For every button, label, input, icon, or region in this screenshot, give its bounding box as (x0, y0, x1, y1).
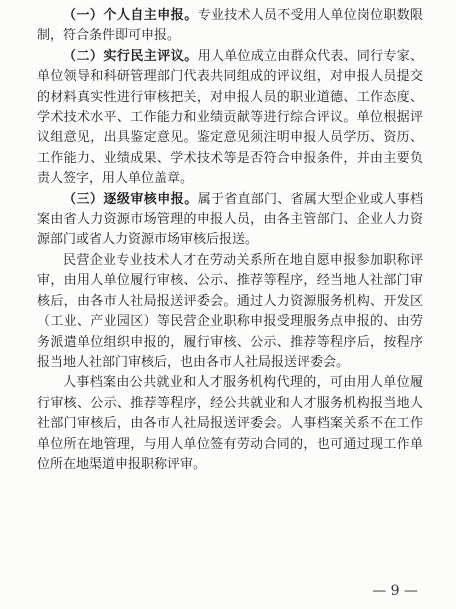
section-heading-democratic-review: （二）实行民主评议。 (63, 48, 198, 64)
paragraph-text: 属于省直部门、省属大型企业或人事档案由省人力资源市场管理的申报人员，由各主管部门、企业人力资源部门或省人力资源市场审核后报送。 (37, 191, 423, 248)
paragraph-level-review (37, 190, 423, 251)
paragraph-text: 用人单位成立由群众代表、同行专家、单位领导和科研管理部门代表共同组成的评议组，对申报人员提交的材料真实性进行审核把关，对申报人员的职业道德、工作态度、学术技术水平、工作能力和业绩贡献等进行综合评议。单位根据评议组意见，出具鉴定意见。鉴定意见须注明申报人员学历、资历、工作能力、业绩成果、学术技术等是否符合申报条件，并由主要负责人签字，用人单位盖章。 (37, 48, 423, 187)
paragraph-text: 民营企业专业技术人才在劳动关系所在地自愿申报参加职称评审，由用人单位履行审核、公示、推荐等程序，经当地人社部门审核后，由各市人社局报送评委会。通过人力资源服务机构、开发区（工业、产业园区）等民营企业职称申报受理服务点申报的、由劳务派遣单位组织申报的，履行审核、公示、推荐等程序后，按程序报当地人社部门审核后，也由各市人社局报送评委会。 (37, 252, 423, 370)
section-heading-self-application: （一）个人自主申报。 (63, 8, 198, 23)
paragraph-self-application (37, 6, 423, 47)
document-body (37, 6, 423, 475)
paragraph-text: 专业技术人员不受用人单位岗位职数限制，符合条件即可申报。 (37, 8, 423, 44)
page-number: — 9 — (372, 583, 418, 599)
paragraph-private-enterprise (37, 251, 423, 373)
paragraph-personnel-archives (37, 373, 423, 475)
paragraph-text: 人事档案由公共就业和人才服务机构代理的，可由用人单位履行审核、公示、推荐等程序，经公共就业和人才服务机构报当地人社部门审核后，由各市人社局报送评委会。人事档案关系不在工作单位所在地管理，与用人单位签有劳动合同的，也可通过现工作单位所在地渠道申报职称评审。 (37, 375, 423, 472)
section-heading-level-review: （三）逐级审核申报。 (63, 191, 198, 207)
paragraph-democratic-review (37, 47, 423, 190)
